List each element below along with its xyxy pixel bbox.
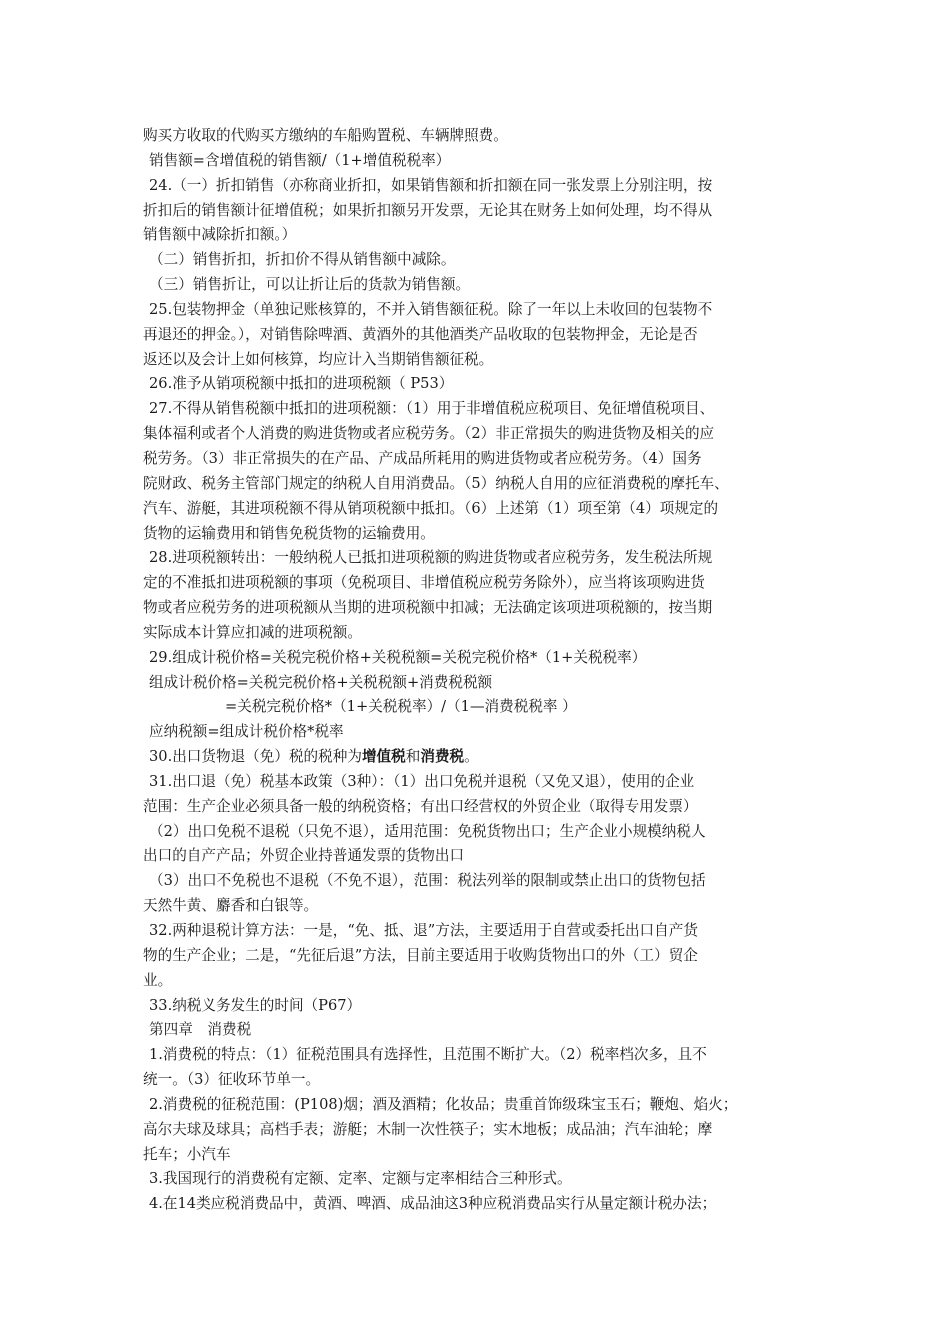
text-line: 组成计税价格=关税完税价格+关税税额+消费税税额 <box>149 673 493 691</box>
text-line: 购买方收取的代购买方缴纳的车船购置税、车辆牌照费。 <box>143 127 508 144</box>
text-line: 1.消费税的特点：（1）征税范围具有选择性，且范围不断扩大。（2）税率档次多，且不 <box>149 1046 707 1064</box>
text-line: 3.我国现行的消费税有定额、定率、定额与定率相结合三种形式。 <box>149 1170 572 1188</box>
text-line: 统一。（3）征收环节单一。 <box>143 1071 321 1089</box>
text-line: 33.纳税义务发生的时间（P67） <box>149 996 362 1014</box>
text-line: （3）出口不免税也不退税（不免不退），范围：税法列举的限制或禁止出口的货物包括 <box>149 872 706 890</box>
text-line: 税劳务。（3）非正常损失的在产品、产成品所耗用的购进货物或者应税劳务。（4）国务 <box>143 449 702 467</box>
text-line: 集体福利或者个人消费的购进货物或者应税劳务。（2）非正常损失的购进货物及相关的应 <box>143 425 715 443</box>
text-line: 2.消费税的征税范围：(P108)烟；酒及酒精；化妆品；贵重首饰级珠宝玉石；鞭炮、焰火； <box>149 1095 738 1113</box>
text-line: 托车；小汽车 <box>143 1145 231 1163</box>
bold-term: 消费税 <box>420 748 465 766</box>
text-segment: 30.出口货物退（免）税的税种为 <box>149 748 362 766</box>
text-line: 28.进项税额转出：一般纳税人已抵扣进项税额的购进货物或者应税劳务，发生税法所规 <box>149 549 713 567</box>
text-line: 返还以及会计上如何核算，均应计入当期销售额征税。 <box>143 350 494 368</box>
text-line: 应纳税额=组成计税价格*税率 <box>149 723 344 741</box>
text-line: （二）销售折扣，折扣价不得从销售额中减除。 <box>149 251 456 269</box>
text-line: =关税完税价格*（1+关税税率）/（1—消费税税率 ） <box>225 698 577 716</box>
text-line: 出口的自产产品；外贸企业持普通发票的货物出口 <box>143 847 465 865</box>
bold-term: 增值税 <box>361 748 406 766</box>
text-line: 4.在14类应税消费品中，黄酒、啤酒、成品油这3种应税消费品实行从量定额计税办法； <box>149 1195 717 1213</box>
text-line: 汽车、游艇，其进项税额不得从销项税额中抵扣。（6）上述第（1）项至第（4）项规定的 <box>143 499 719 517</box>
text-block <box>143 124 811 1217</box>
text-line: 再退还的押金。），对销售除啤酒、黄酒外的其他酒类产品收取的包装物押金，无论是否 <box>143 325 698 343</box>
text-line: 销售额中减除折扣额。） <box>143 226 297 244</box>
text-line: 26.准予从销项税额中抵扣的进项税额（ P53） <box>149 375 454 393</box>
text-line: 物或者应税劳务的进项税额从当期的进项税额中扣减；无法确定该项进项税额的，按当期 <box>143 599 713 617</box>
text-line-with-bold <box>143 745 811 770</box>
text-line: 销售额=含增值税的销售额/（1+增值税税率） <box>149 151 451 169</box>
text-segment: 。 <box>464 748 479 766</box>
text-line: 定的不准抵扣进项税额的事项（免税项目、非增值税应税劳务除外），应当将该项购进货 <box>143 574 705 592</box>
document-body <box>143 124 811 1217</box>
text-line: 实际成本计算应扣减的进项税额。 <box>143 623 362 641</box>
text-line: 27.不得从销售税额中抵扣的进项税额：（1）用于非增值税应税项目、免征增值税项目、 <box>149 400 715 418</box>
text-line: 范围：生产企业必须具备一般的纳税资格；有出口经营权的外贸企业（取得专用发票） <box>143 797 698 815</box>
text-line: 业。 <box>143 971 173 989</box>
text-line: 32.两种退税计算方法：一是，“免、抵、退”方法，主要适用于自营或委托出口自产货 <box>149 922 698 939</box>
text-line: 25.包装物押金（单独记账核算的，不并入销售额征税。除了一年以上未收回的包装物不 <box>149 300 713 318</box>
text-line: 货物的运输费用和销售免税货物的运输费用。 <box>143 524 435 542</box>
text-line: 29.组成计税价格=关税完税价格+关税税额=关税完税价格*（1+关税税率） <box>149 648 647 666</box>
text-line: 天然牛黄、麝香和白银等。 <box>143 897 319 915</box>
text-line: 高尔夫球及球具；高档手表；游艇；木制一次性筷子；实木地板；成品油；汽车油轮；摩 <box>143 1120 713 1138</box>
text-line: （三）销售折让，可以让折让后的货款为销售额。 <box>149 276 471 294</box>
text-segment: 和 <box>405 748 421 766</box>
text-line: 31.出口退（免）税基本政策（3种）：（1）出口免税并退税（又免又退），使用的企业 <box>149 772 695 790</box>
text-line: 折扣后的销售额计征增值税；如果折扣额另开发票，无论其在财务上如何处理，均不得从 <box>143 201 713 219</box>
text-line: 24.（一）折扣销售（亦称商业折扣，如果销售额和折扣额在同一张发票上分别注明，按 <box>149 176 713 194</box>
text-line: 院财政、税务主管部门规定的纳税人自用消费品。（5）纳税人自用的应征消费税的摩托车、 <box>143 474 729 492</box>
text-line: （2）出口免税不退税（只免不退），适用范围：免税货物出口；生产企业小规模纳税人 <box>149 822 706 840</box>
text-line: 物的生产企业；二是，“先征后退”方法，目前主要适用于收购货物出口的外（工）贸企 <box>143 946 698 964</box>
chapter-heading: 第四章 消费税 <box>149 1021 252 1039</box>
